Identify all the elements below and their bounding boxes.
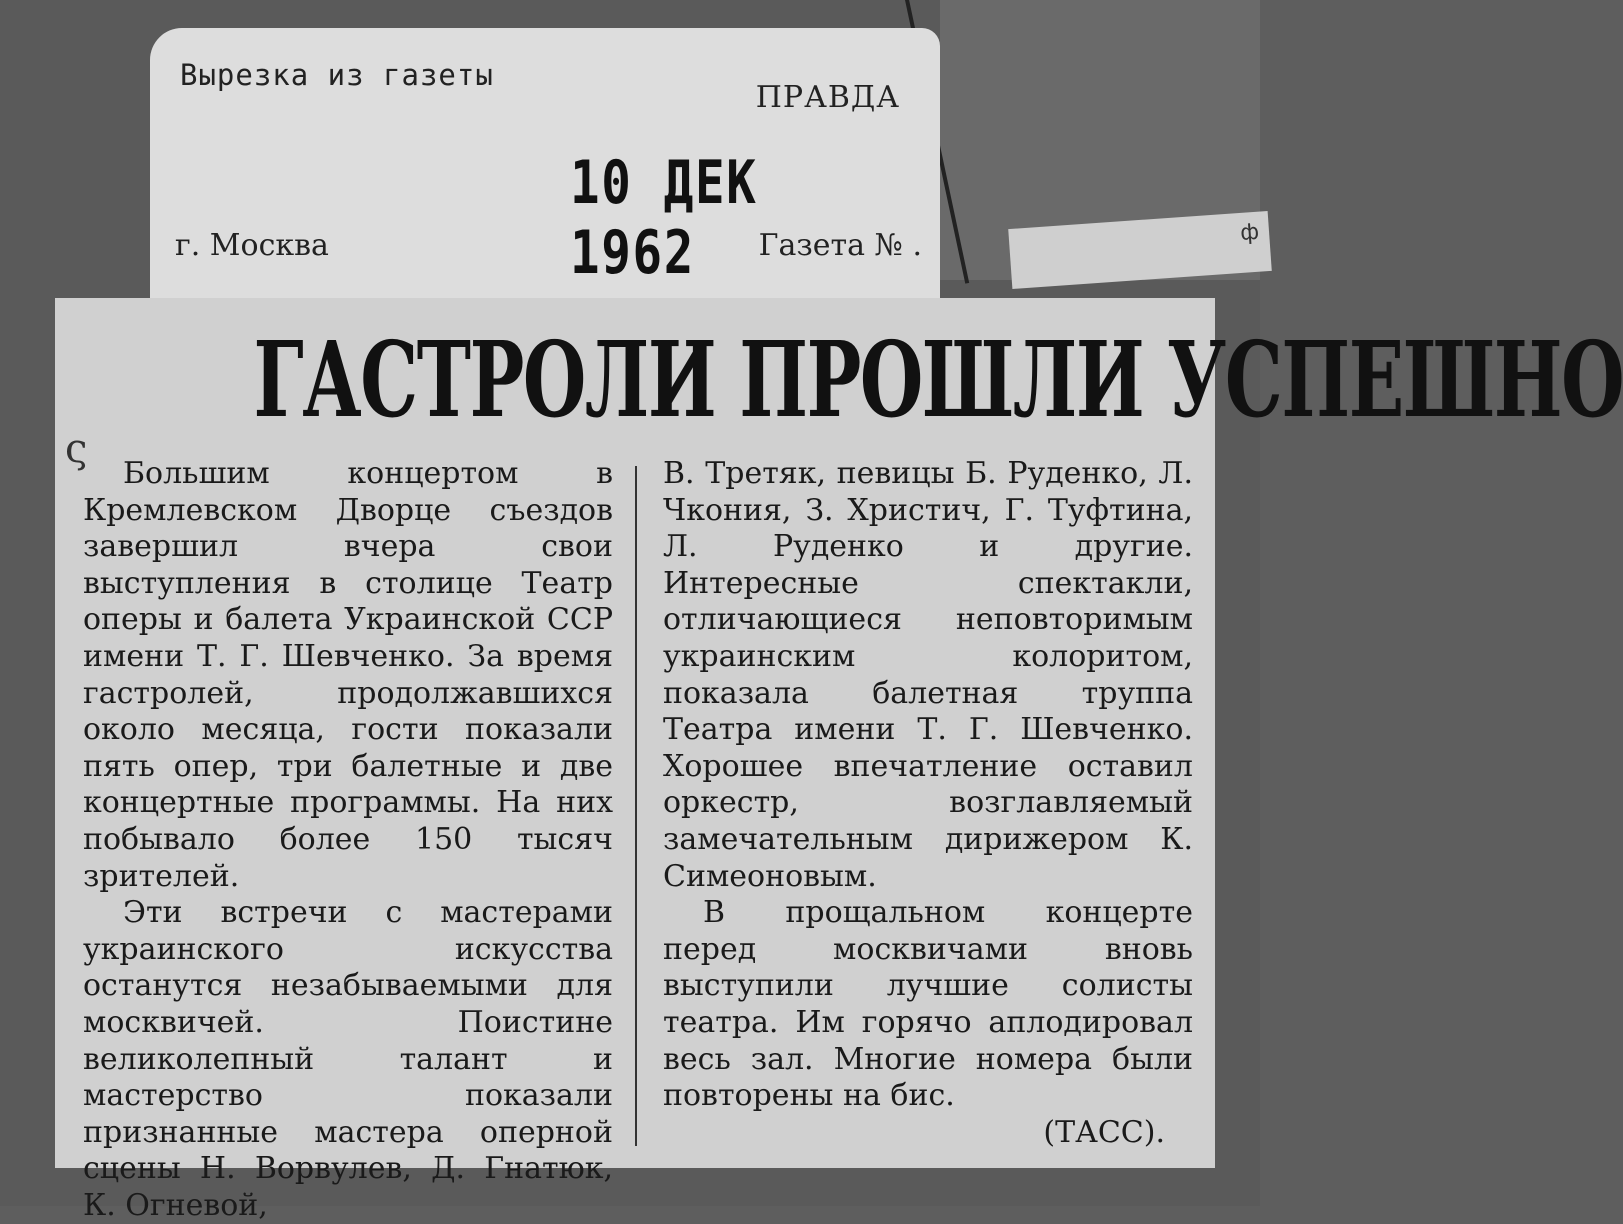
article-column-right xyxy=(663,456,1193,1151)
card-title: Вырезка из газеты xyxy=(180,58,494,92)
column-divider xyxy=(635,466,637,1146)
headline: ГАСТРОЛИ ПРОШЛИ УСПЕШНО xyxy=(253,318,1623,441)
side-scrap-text: ф xyxy=(1239,219,1260,246)
paragraph: В прощальном концерте перед москвичами вновь выступили лучшие солисты театра. Им горячо аплодировал весь зал. Многие номера были повторены на бис. xyxy=(663,895,1193,1114)
date-stamp: 10 ДЕК 1962 xyxy=(570,148,758,288)
paragraph: Большим концертом в Кремлевском Дворце съездов завершил вчера свои выступления в столице Театр оперы и балета Украинской ССР имени Т. Г. Шевченко. За время гастролей, продолжавшихся около месяца, гости показали пять опер, три балетные и две концертные программы. На них побывало более 150 тысяч зрителей. xyxy=(83,456,613,894)
clipping-label-card xyxy=(150,28,940,300)
signature: (ТАСС). xyxy=(1043,1114,1165,1150)
newspaper-name: ПРАВДА xyxy=(755,80,900,115)
article-column-left xyxy=(83,456,613,1224)
pencil-mark: ς xyxy=(65,426,88,472)
paragraph: Эти встречи с мастерами украинского искусства останутся незабываемыми для москвичей. Поистине великолепный талант и мастерство показали признанные мастера оперной сцены Н. Ворвулев, Д. Гнатюк, К. Огневой, xyxy=(83,895,613,1223)
newspaper-clipping xyxy=(55,298,1623,1223)
city-label: г. Москва xyxy=(175,228,329,263)
paragraph: В. Третяк, певицы Б. Руденко, Л. Чкония, З. Христич, Г. Туфтина, Л. Руденко и другие. Интересные спектакли, отличающиеся неповторимым украинским колоритом, показала балетная труппа Театра имени Т. Г. Шевченко. Хорошее впечатление оставил оркестр, возглавляемый замечательным дирижером К. Симеоновым. xyxy=(663,456,1193,894)
paper-number: Газета № . xyxy=(758,228,922,263)
